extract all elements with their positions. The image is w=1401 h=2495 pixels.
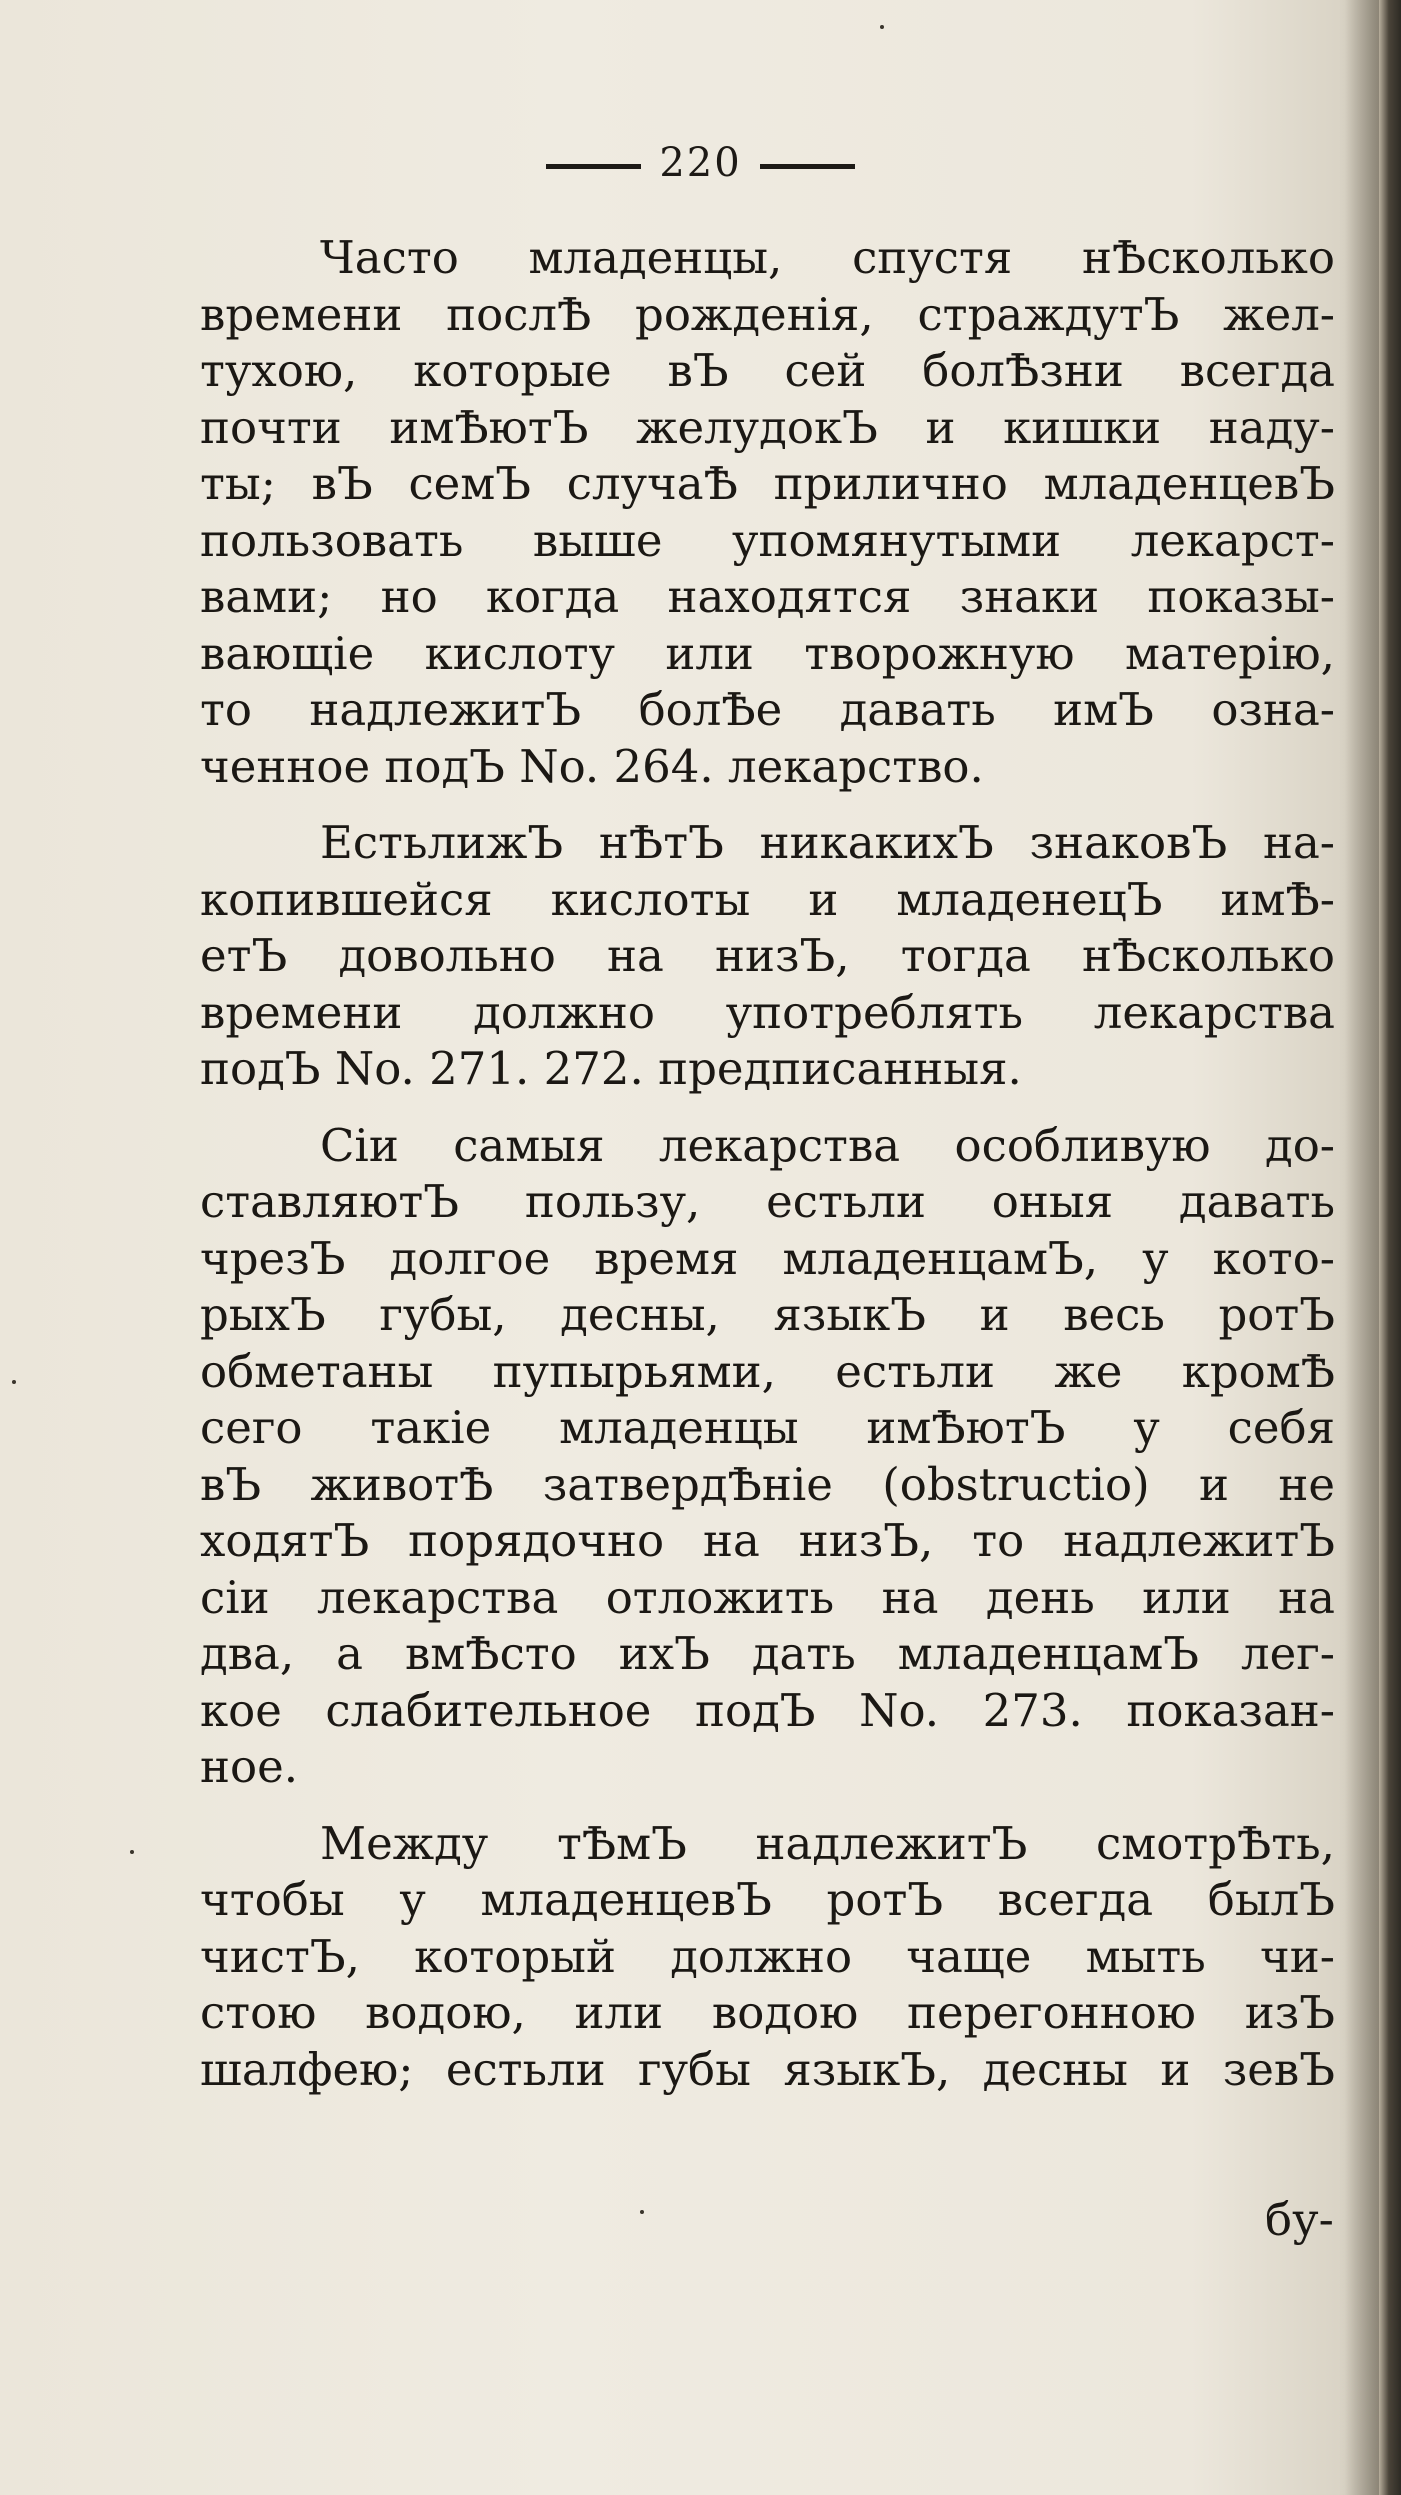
body-text	[200, 230, 1335, 2118]
text-line: подЪ No. 271. 272. предписанныя.	[200, 1042, 1022, 1095]
text-line: то надлежитЪ болѢе давать имЪ озна-	[200, 683, 1335, 736]
text-line: рыхЪ губы, десны, языкЪ и весь ротЪ	[200, 1288, 1335, 1341]
text-line: вЪ животѢ затвердѢніе (obstructio) и не	[200, 1457, 1335, 1511]
catchword: бу-	[1265, 2193, 1334, 2246]
ink-speck	[130, 1850, 134, 1854]
text-line: времени послѢ рожденія, страждутЪ жел-	[200, 287, 1335, 341]
page-fold-shadow	[1339, 0, 1379, 2495]
text-line: Между тѢмЪ надлежитЪ смотрѢть,	[320, 1816, 1335, 1870]
ink-speck	[640, 2210, 644, 2214]
text-line: ченное подЪ No. 264. лекарство.	[200, 739, 984, 793]
text-line: два, а вмѢсто ихЪ дать младенцамЪ лег-	[200, 1627, 1335, 1680]
page-edge	[1379, 0, 1401, 2495]
text-line: вами; но когда находятся знаки показы-	[200, 570, 1335, 623]
text-line: ходятЪ порядочно на низЪ, то надлежитЪ	[200, 1514, 1335, 1567]
text-line: пользовать выше упомянутыми лекарст-	[200, 513, 1335, 567]
paragraph	[200, 230, 1335, 795]
text-line: Сіи самыя лекарства особливую до-	[320, 1118, 1335, 1172]
text-line: сего такіе младенцы имѢютЪ у себя	[200, 1401, 1335, 1454]
page-number: 220	[659, 140, 742, 186]
text-line: чрезЪ долгое время младенцамЪ, у кото-	[200, 1231, 1335, 1285]
text-line: времени должно употреблять лекарства	[200, 985, 1335, 1039]
text-line: обметаны пупырьями, естьли же кромѢ	[200, 1344, 1335, 1398]
text-line: стою водою, или водою перегонною изЪ	[200, 1986, 1335, 2039]
header-rule-right	[760, 164, 855, 169]
text-line: ты; вЪ семЪ случаѢ прилично младенцевЪ	[200, 457, 1335, 510]
paragraph	[200, 1816, 1335, 2099]
text-line: копившейся кислоты и младенецЪ имѢ-	[200, 872, 1335, 926]
paragraph	[200, 1118, 1335, 1796]
text-line: почти имѢютЪ желудокЪ и кишки наду-	[200, 400, 1335, 454]
text-line: етЪ довольно на низЪ, тогда нѢсколько	[200, 929, 1335, 982]
text-line: ЕстьлижЪ нѢтЪ никакихЪ знаковЪ на-	[320, 816, 1335, 869]
text-line: сіи лекарства отложить на день или на	[200, 1570, 1335, 1624]
header-rule-left	[546, 164, 641, 169]
text-line: Часто младенцы, спустя нѢсколько	[320, 231, 1335, 284]
ink-speck	[880, 25, 884, 29]
text-line: шалфею; естьли губы языкЪ, десны и зевЪ	[200, 2042, 1335, 2096]
text-line: тухою, которые вЪ сей болѢзни всегда	[200, 344, 1335, 397]
text-line: чистЪ, который должно чаще мыть чи-	[200, 1929, 1335, 1983]
text-line: чтобы у младенцевЪ ротЪ всегда былЪ	[200, 1873, 1335, 1926]
text-line: ное.	[200, 1740, 299, 1793]
text-line: ставляютЪ пользу, естьли оныя давать	[200, 1175, 1335, 1228]
text-line: кое слабительное подЪ No. 273. показан-	[200, 1683, 1335, 1737]
paragraph	[200, 815, 1335, 1098]
ink-speck	[12, 1380, 16, 1384]
text-line: вающіе кислоту или творожную матерію,	[200, 626, 1335, 680]
page-header	[0, 140, 1401, 186]
